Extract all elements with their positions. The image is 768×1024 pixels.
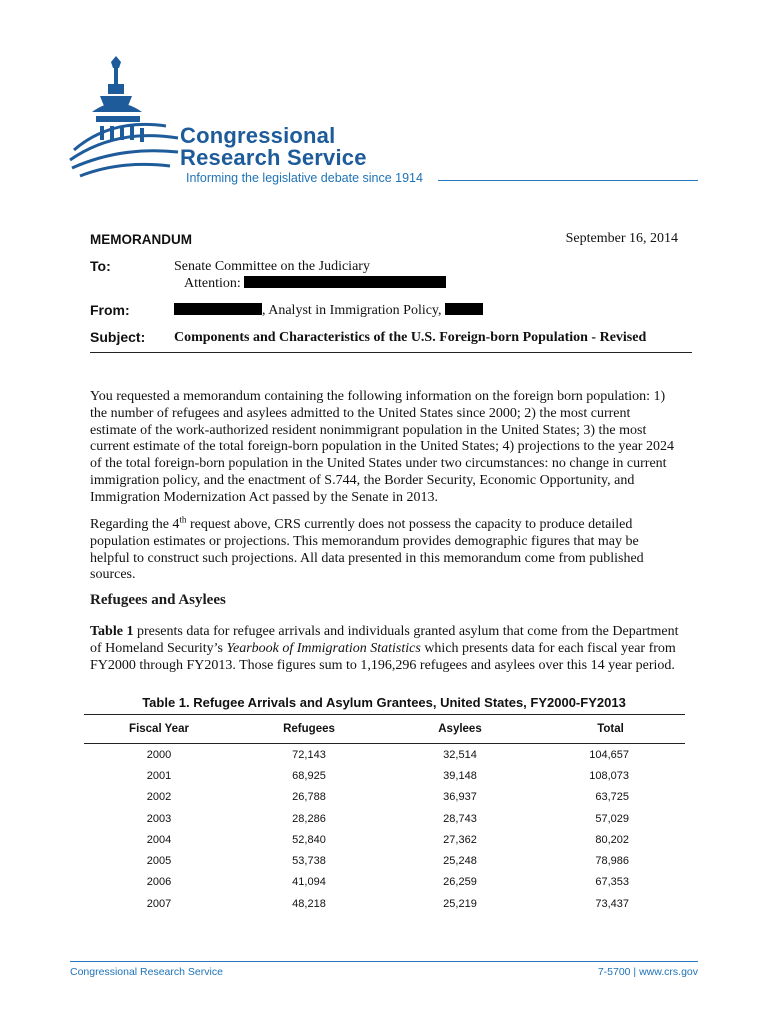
table-row	[84, 872, 685, 893]
attention-line	[184, 276, 446, 292]
total-cell: 73,437	[595, 897, 629, 910]
from-line	[174, 303, 483, 319]
table-intro-text-b: which presents data for each fiscal year from FY2000 through FY2013. Those figures sum to 1,196,296 refugees and asylees over this 14 year period.	[90, 640, 676, 673]
asylees-cell: 32,514	[443, 748, 477, 761]
ordinal-suffix: th	[179, 514, 187, 525]
table-row	[84, 765, 685, 786]
table-row	[84, 744, 685, 766]
asylees-cell: 27,362	[443, 833, 477, 846]
year-cell: 2006	[146, 876, 172, 889]
total-cell: 80,202	[595, 833, 629, 846]
total-cell: 104,657	[589, 748, 629, 761]
footer-code-and-url: 7-5700 | www.crs.gov	[597, 966, 698, 978]
table-reference: Table 1	[90, 624, 134, 639]
source-title: Yearbook of Immigration Statistics	[226, 640, 421, 656]
refugees-cell: 68,925	[292, 769, 326, 782]
section-heading: Refugees and Asylees	[90, 592, 226, 608]
year-cell: 2002	[146, 791, 172, 804]
table-row	[84, 829, 685, 850]
asylees-cell: 28,743	[443, 812, 477, 825]
asylees-cell: 25,248	[443, 855, 477, 868]
refugees-cell: 26,788	[292, 791, 326, 804]
asylees-cell: 25,219	[443, 897, 477, 910]
total-cell: 78,986	[595, 855, 629, 868]
refugees-cell: 72,143	[292, 748, 326, 761]
to-value: Senate Committee on the Judiciary	[174, 259, 370, 274]
year-cell: 2001	[146, 769, 172, 782]
asylees-cell: 39,148	[443, 769, 477, 782]
crs-logo	[66, 56, 706, 196]
column-header: Asylees	[384, 715, 536, 744]
redaction-block	[244, 276, 446, 288]
column-header: Fiscal Year	[84, 715, 234, 744]
refugees-cell: 53,738	[292, 855, 326, 868]
table-row	[84, 893, 685, 914]
table-row	[84, 850, 685, 871]
table-intro-paragraph	[90, 624, 680, 674]
tagline: Informing the legislative debate since 1914	[186, 171, 423, 185]
footer-rule	[70, 961, 698, 962]
year-cell: 2000	[146, 748, 172, 761]
from-value: , Analyst in Immigration Policy,	[262, 303, 442, 318]
year-cell: 2005	[146, 855, 172, 868]
capitol-dome-icon	[66, 56, 186, 186]
redaction-block	[174, 303, 262, 315]
refugees-cell: 28,286	[292, 812, 326, 825]
brand-line-2: Research Service	[180, 145, 367, 170]
year-cell: 2004	[146, 833, 172, 846]
total-cell: 108,073	[589, 769, 629, 782]
scope-paragraph	[90, 514, 680, 584]
refugees-cell: 52,840	[292, 833, 326, 846]
to-label: To:	[90, 258, 111, 274]
scope-text-b: request above, CRS currently does not possess the capacity to produce detailed population estimates or projections. This memorandum provides demographic figures that may be helpful to construct such projections. All data presented in this memorandum come from published sources.	[90, 517, 644, 583]
total-cell: 63,725	[595, 791, 629, 804]
refugee-asylee-table	[84, 714, 685, 914]
asylees-cell: 36,937	[443, 791, 477, 804]
column-header: Total	[536, 715, 685, 744]
table-header-row	[84, 715, 685, 744]
from-label: From:	[90, 302, 130, 318]
footer-org: Congressional Research Service	[70, 966, 223, 978]
brand-line-1: Congressional	[180, 123, 336, 148]
asylees-cell: 26,259	[443, 876, 477, 889]
table-intro-text-a: presents data for refugee arrivals and individuals granted asylum that come from the Department of Homeland Security’s	[90, 624, 679, 656]
table-title: Table 1. Refugee Arrivals and Asylum Grantees, United States, FY2000-FY2013	[142, 695, 626, 710]
total-cell: 67,353	[595, 876, 629, 889]
memo-date: September 16, 2014	[565, 231, 678, 246]
tagline-rule	[438, 180, 698, 181]
refugees-cell: 48,218	[292, 897, 326, 910]
column-header: Refugees	[234, 715, 384, 744]
brand-name	[180, 125, 367, 169]
subject-value: Components and Characteristics of the U.S. Foreign-born Population - Revised	[174, 330, 647, 345]
total-cell: 57,029	[595, 812, 629, 825]
table-row	[84, 808, 685, 829]
memo-header-rule	[90, 352, 692, 353]
table-row	[84, 787, 685, 808]
memo-title: MEMORANDUM	[90, 232, 192, 247]
redaction-block	[445, 303, 483, 315]
refugees-cell: 41,094	[292, 876, 326, 889]
year-cell: 2003	[146, 812, 172, 825]
attention-label: Attention:	[184, 276, 241, 291]
subject-label: Subject:	[90, 329, 146, 345]
intro-paragraph: You requested a memorandum containing the following information on the foreign born population: 1) the number of refugees and asylees admitted to the United States since 2000; 2) the most current estimate of the work-authorized resident nonimmigrant population in the United States; 3) the most current estimate of the total foreign-born population in the United States; 4) projections to the year 2024 of the total foreign-born population in the United States under two circumstances: no change in current immigration policy, and the enactment of S.744, the Border Security, Economic Opportunity, and Immigration Modernization Act passed by the Senate in 2013.	[90, 389, 674, 505]
year-cell: 2007	[146, 897, 172, 910]
scope-text-a: Regarding the 4	[90, 517, 180, 532]
